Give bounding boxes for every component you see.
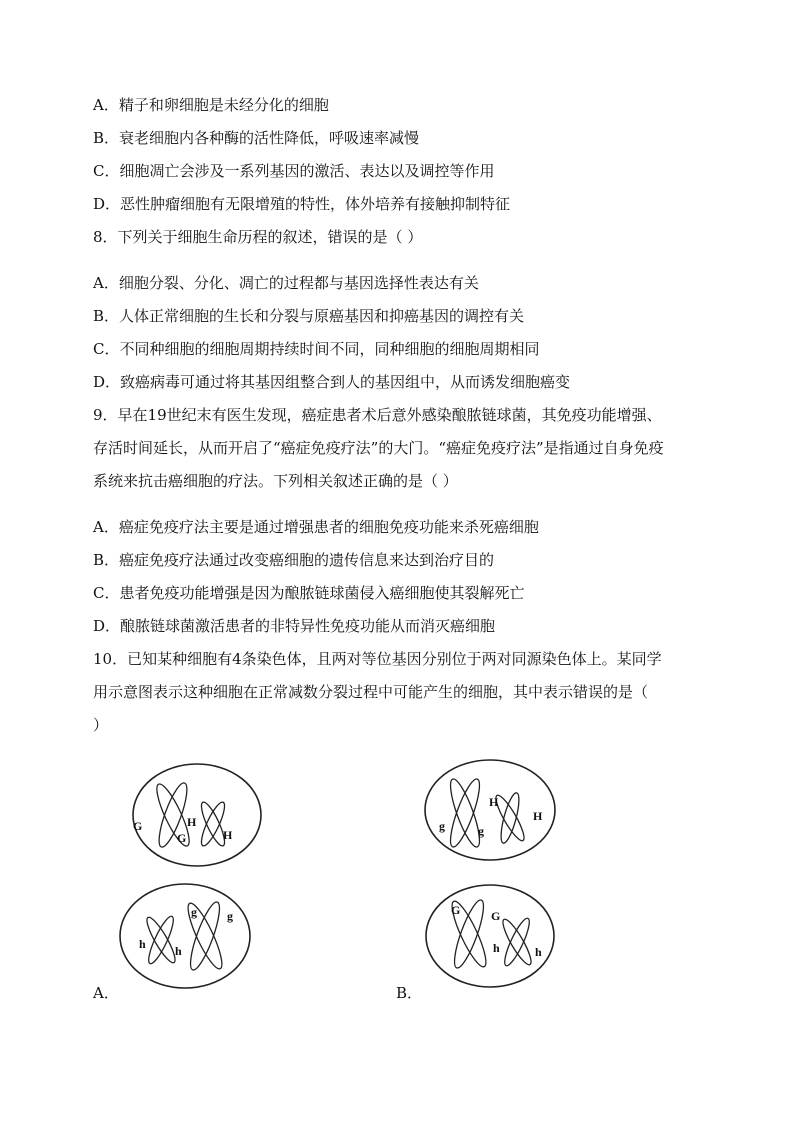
figure-a-top-cell [133,764,261,866]
q9-option-a: A．癌症免疫疗法主要是通过增强患者的细胞免疫功能来杀死癌细胞 [93,518,539,536]
figure-a-cells-diagram [115,758,285,998]
figure-b-gene-label: G [451,903,461,917]
q7-option-d: D．恶性肿瘤细胞有无限增殖的特性，体外培养有接触抑制特征 [93,195,511,213]
q9-stem-line-1: 9．早在19世纪末有医生发现，癌症患者术后意外感染酿脓链球菌，其免疫功能增强、 [93,406,662,424]
figure-a-gene-label: h [175,944,182,958]
figure-a-bottom-cell [120,884,250,988]
q8-stem: 8．下列关于细胞生命历程的叙述，错误的是（ ） [93,228,423,246]
figure-b-bottom-chromosome-2 [499,916,535,968]
figure-a-gene-label: g [227,909,233,923]
figure-a-gene-label: G [177,831,187,845]
q7-option-a: A．精子和卵细胞是未经分化的细胞 [93,96,329,114]
q7-option-b: B．衰老细胞内各种酶的活性降低，呼吸速率减慢 [93,129,420,147]
q9-option-c: C．患者免疫功能增强是因为酿脓链球菌侵入癌细胞使其裂解死亡 [93,584,525,602]
figure-b-gene-label: H [489,795,499,809]
q8-option-a: A．细胞分裂、分化、凋亡的过程都与基因选择性表达有关 [93,274,479,292]
figure-a-gene-label: G [133,819,143,833]
figure-b-cells-diagram [415,758,585,998]
q9-option-d: D．酿脓链球菌激活患者的非特异性免疫功能从而消灭癌细胞 [93,617,496,635]
figure-a-bottom-chromosome-2 [183,899,228,972]
figure-b-gene-label: h [493,941,500,955]
figure-b-top-chromosome-1 [445,776,485,849]
figure-b-gene-label: H [533,809,543,823]
q7-option-c: C．细胞凋亡会涉及一系列基因的激活、表达以及调控等作用 [93,162,495,180]
q9-stem-line-3: 系统来抗击癌细胞的疗法。下列相关叙述正确的是（ ） [93,472,458,490]
figure-a-gene-label: H [187,815,197,829]
q9-stem-line-2: 存活时间延长，从而开启了“癌症免疫疗法”的大门。“癌症免疫疗法”是指通过自身免疫 [93,439,664,457]
figure-b-gene-label: g [478,824,484,838]
figure-b-label: B． [396,984,423,1002]
figure-a-gene-label: g [191,905,197,919]
figure-b-gene-label: g [439,819,445,833]
q8-option-d: D．致癌病毒可通过将其基因组整合到人的基因组中，从而诱发细胞癌变 [93,373,571,391]
q8-option-c: C．不同种细胞的细胞周期持续时间不同，同种细胞的细胞周期相同 [93,340,540,358]
figure-b-gene-label: G [491,909,501,923]
q10-stem-line-1: 10．已知某种细胞有4条染色体，且两对等位基因分别位于两对同源染色体上。某同学 [93,650,662,668]
figure-a-label: A． [93,984,119,1002]
q10-stem-line-3: ） [93,716,109,734]
q10-stem-line-2: 用示意图表示这种细胞在正常减数分裂过程中可能产生的细胞，其中表示错误的是（ [93,683,649,701]
figure-a-gene-label: H [223,828,233,842]
q9-option-b: B．癌症免疫疗法通过改变癌细胞的遗传信息来达到治疗目的 [93,551,495,569]
figure-b-bottom-cell [426,885,554,987]
q8-option-b: B．人体正常细胞的生长和分裂与原癌基因和抑癌基因的调控有关 [93,307,525,325]
figure-b-gene-label: h [535,945,542,959]
figure-a-gene-label: h [139,937,146,951]
figure-a-bottom-chromosome-1 [143,914,179,966]
